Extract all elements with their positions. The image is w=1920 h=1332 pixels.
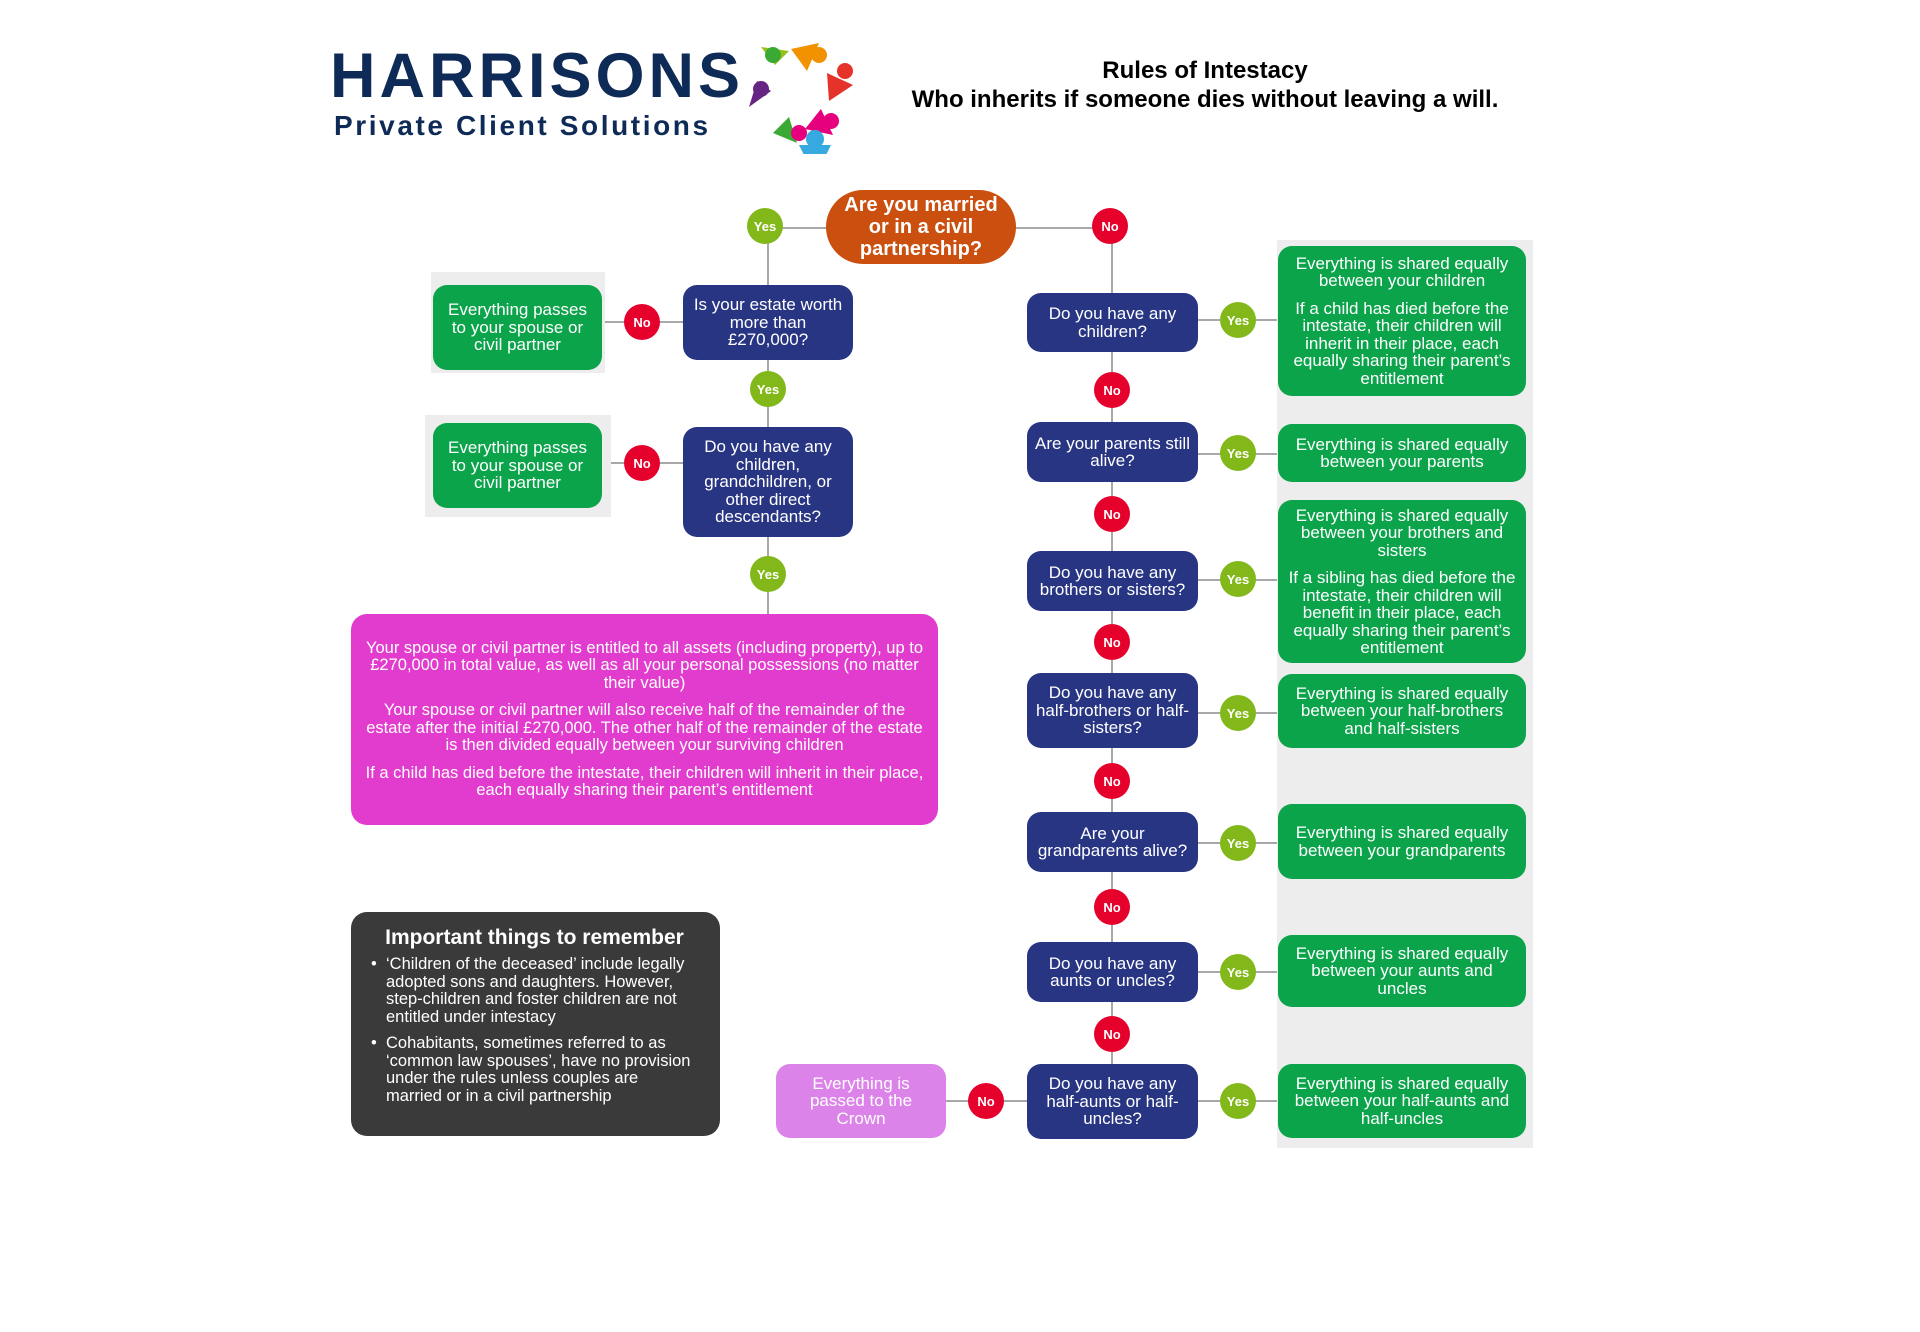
children-outcome bbox=[1278, 246, 1526, 396]
parents-outcome-text: Everything is shared equally between your parents bbox=[1295, 434, 1509, 471]
spouse-detail-1: Your spouse or civil partner is entitled to all assets (including property), up to £270,000 in total value, as well as all your personal possessions (no matter their value) bbox=[365, 638, 923, 692]
crown-outcome: Everything is passed to the Crown bbox=[776, 1064, 946, 1138]
start-yes-badge: Yes bbox=[747, 208, 783, 244]
grandparents-no-badge: No bbox=[1094, 889, 1130, 925]
half-aunts-uncles-question: Do you have any half-aunts or half-uncles? bbox=[1027, 1064, 1198, 1139]
siblings-yes-badge: Yes bbox=[1220, 561, 1256, 597]
estate-value-yes-badge: Yes bbox=[750, 371, 786, 407]
children-outcome-text-2: If a child has died before the intestate, their children will inherit in their place, each equally sharing their parent’s entitlement bbox=[1293, 298, 1511, 388]
grandparents-outcome-text: Everything is shared equally between your grandparents bbox=[1295, 823, 1509, 860]
brand bbox=[330, 41, 745, 142]
half-aunts-uncles-outcome bbox=[1278, 1064, 1526, 1138]
aunts-uncles-outcome-text: Everything is shared equally between your aunts and uncles bbox=[1295, 943, 1509, 998]
brand-name: HARRISONS bbox=[330, 41, 745, 111]
grandparents-yes-badge: Yes bbox=[1220, 825, 1256, 861]
title-line-2: Who inherits if someone dies without leaving a will. bbox=[911, 86, 1499, 113]
estate-value-question: Is your estate worth more than £270,000? bbox=[683, 285, 853, 360]
siblings-no-badge: No bbox=[1094, 624, 1130, 660]
title-line-1: Rules of Intestacy bbox=[1102, 57, 1308, 84]
estate-value-no-badge: No bbox=[624, 304, 660, 340]
start-no-badge: No bbox=[1092, 208, 1128, 244]
siblings-outcome bbox=[1278, 500, 1526, 663]
half-aunts-uncles-no-badge: No bbox=[968, 1083, 1004, 1119]
spouse-detail-3: If a child has died before the intestate, their children will inherit in their place, each equally sharing their parent’s entitlement bbox=[365, 763, 924, 799]
parents-yes-badge: Yes bbox=[1220, 435, 1256, 471]
half-aunts-uncles-yes-badge: Yes bbox=[1220, 1083, 1256, 1119]
important-note-1: • ‘Children of the deceased’ include legally adopted sons and daughters. However, step-children and foster children are not entitled under intestacy bbox=[371, 956, 698, 1026]
descendants-no-outcome: Everything passes to your spouse or civil partner bbox=[433, 423, 602, 508]
aunts-uncles-outcome bbox=[1278, 935, 1526, 1007]
children-outcome-text-1: Everything is shared equally between your children bbox=[1295, 253, 1509, 291]
siblings-outcome-text-2: If a sibling has died before the intestate, their children will benefit in their place, each equally sharing their parent’s entitlement bbox=[1288, 568, 1516, 657]
page-title bbox=[900, 56, 1510, 114]
spouse-detail-2: Your spouse or civil partner will also receive half of the remainder of the estate after the initial £270,000. The other half of the remainder of the estate is then divided equally between your surviving children bbox=[366, 701, 923, 754]
important-notes-list bbox=[371, 956, 698, 1105]
aunts-uncles-no-badge: No bbox=[1094, 1016, 1130, 1052]
important-notes-panel bbox=[351, 912, 720, 1136]
grandparents-question: Are your grandparents alive? bbox=[1027, 812, 1198, 872]
siblings-question: Do you have any brothers or sisters? bbox=[1027, 551, 1198, 611]
parents-outcome bbox=[1278, 424, 1526, 482]
siblings-outcome-text-1: Everything is shared equally between your brothers and sisters bbox=[1295, 505, 1509, 560]
brand-tagline: Private Client Solutions bbox=[334, 110, 711, 141]
descendants-question: Do you have any children, grandchildren, or other direct descendants? bbox=[683, 427, 853, 537]
aunts-uncles-yes-badge: Yes bbox=[1220, 954, 1256, 990]
children-no-badge: No bbox=[1094, 372, 1130, 408]
spouse-entitlement-details bbox=[351, 614, 938, 825]
parents-no-badge: No bbox=[1094, 496, 1130, 532]
half-aunts-uncles-outcome-text: Everything is shared equally between your half-aunts and half-uncles bbox=[1294, 1073, 1510, 1128]
parents-question: Are your parents still alive? bbox=[1027, 422, 1198, 482]
start-question: Are you married or in a civil partnership? bbox=[826, 190, 1016, 264]
children-question: Do you have any children? bbox=[1027, 293, 1198, 352]
half-siblings-no-badge: No bbox=[1094, 763, 1130, 799]
grandparents-outcome bbox=[1278, 804, 1526, 879]
half-siblings-outcome bbox=[1278, 674, 1526, 748]
children-yes-badge: Yes bbox=[1220, 302, 1256, 338]
important-note-2: • Cohabitants, sometimes referred to as ‘common law spouses’, have no provision under the rules unless couples are married or in a civil partnership bbox=[371, 1035, 698, 1105]
brand-logo-icon bbox=[742, 36, 860, 154]
important-notes-heading: Important things to remember bbox=[385, 926, 684, 949]
descendants-no-badge: No bbox=[624, 445, 660, 481]
half-siblings-outcome-text: Everything is shared equally between your half-brothers and half-sisters bbox=[1295, 683, 1509, 738]
aunts-uncles-question: Do you have any aunts or uncles? bbox=[1027, 942, 1198, 1002]
descendants-yes-badge: Yes bbox=[750, 556, 786, 592]
half-siblings-question: Do you have any half-brothers or half-sisters? bbox=[1027, 673, 1198, 748]
estate-value-no-outcome: Everything passes to your spouse or civil partner bbox=[433, 285, 602, 370]
half-siblings-yes-badge: Yes bbox=[1220, 695, 1256, 731]
